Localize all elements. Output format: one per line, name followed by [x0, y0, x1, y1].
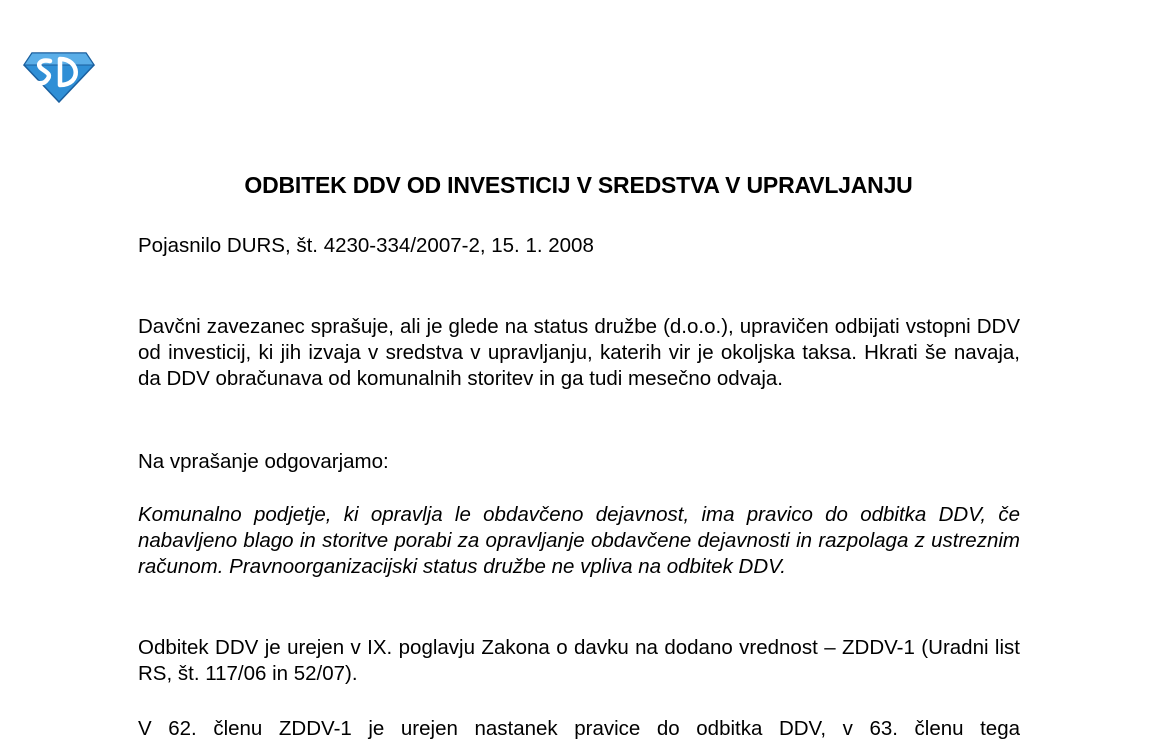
paragraph-legal-reference: Odbitek DDV je urejen v IX. poglavju Zakona o davku na dodano vrednost – ZDDV-1 (Uradni list RS, št. 117/06 in 52/07).	[138, 636, 1020, 685]
paragraph-article-62: V 62. členu ZDDV-1 je urejen nastanek pravice do odbitka DDV, v 63. členu tega	[138, 717, 1020, 740]
document-title: ODBITEK DDV OD INVESTICIJ V SREDSTVA V UPRAVLJANJU	[244, 172, 913, 198]
company-logo	[22, 49, 96, 103]
paragraph-question: Davčni zavezanec sprašuje, ali je glede na status družbe (d.o.o.), upravičen odbijati vstopni DDV od investicij, ki jih izvaja v sredstva v upravljanju, katerih vir je okoljska taksa. Hkrati še navaja, da DDV obračunava od komunalnih storitev in ga tudi mesečno odvaja.	[138, 315, 1020, 390]
paragraph-answer-intro: Na vprašanje odgovarjamo:	[138, 450, 389, 473]
paragraph-answer-italic: Komunalno podjetje, ki opravlja le obdavčeno dejavnost, ima pravico do odbitka DDV, če nabavljeno blago in storitve porabi za opravljanje obdavčene dejavnosti in razpolaga z ustreznim računom. Pravnoorganizacijski status družbe ne vpliva na odbitek DDV.	[138, 503, 1020, 578]
document-subtitle: Pojasnilo DURS, št. 4230-334/2007-2, 15. 1. 2008	[138, 234, 594, 257]
